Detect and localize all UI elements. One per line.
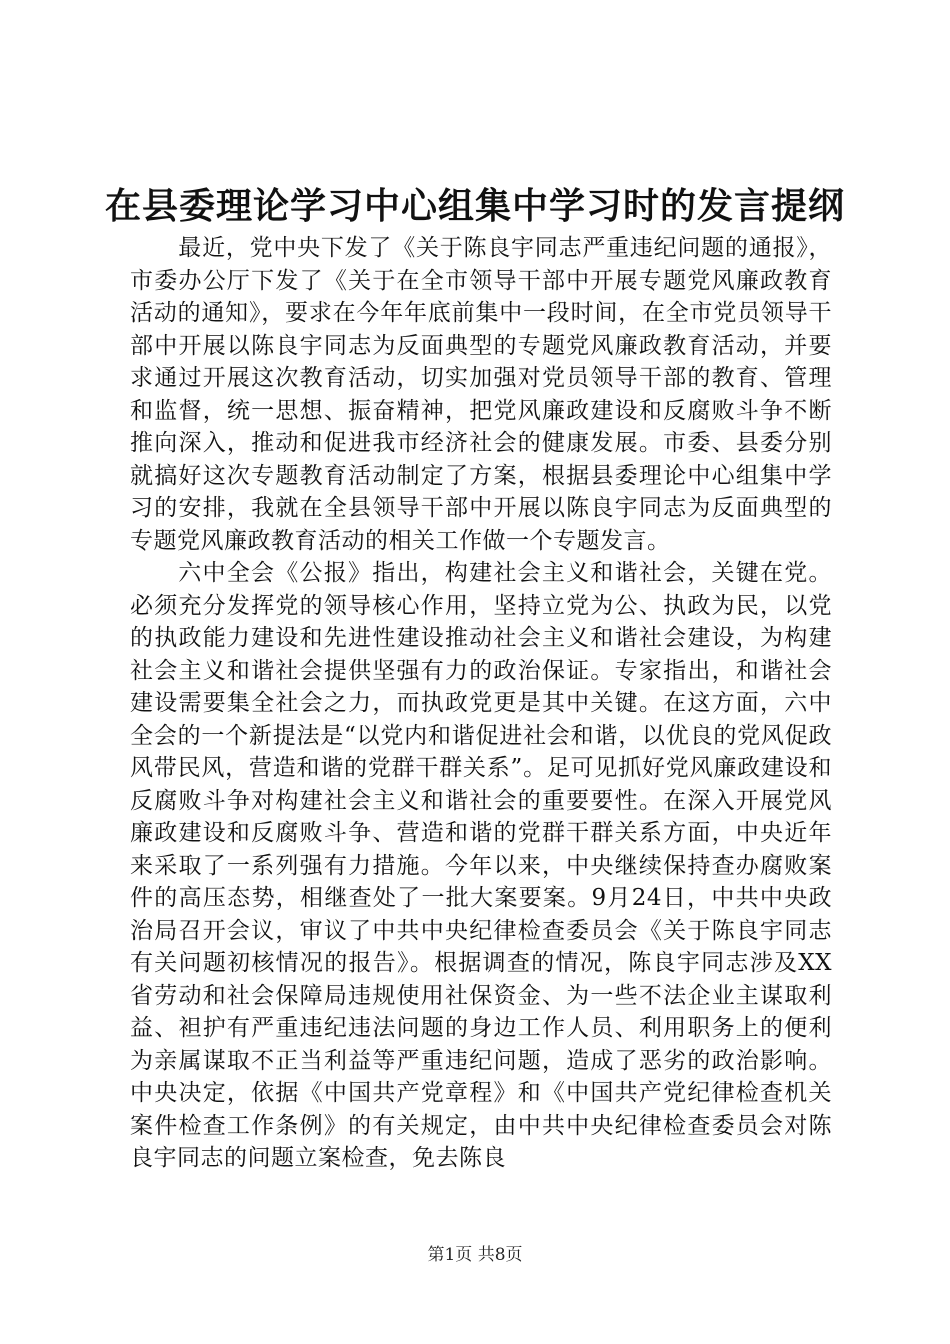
- document-body: [130, 232, 832, 1175]
- page-number-footer: 第1页 共8页: [427, 1245, 523, 1265]
- paragraph-communique: 六中全会《公报》指出，构建社会主义和谐社会，关键在党。必须充分发挥党的领导核心作用，坚持立党为公、执政为民，以党的执政能力建设和先进性建设推动社会主义和谐社会建设，为构建社会主义和谐社会提供坚强有力的政治保证。专家指出，和谐社会建设需要集全社会之力，而执政党更是其中关键。在这方面，六中全会的一个新提法是“以党内和谐促进社会和谐，以优良的党风促政风带民风，营造和谐的党群干群关系”。足可见抓好党风廉政建设和反腐败斗争对构建社会主义和谐社会的重要要性。在深入开展党风廉政建设和反腐败斗争、营造和谐的党群干群关系方面，中央近年来采取了一系列强有力措施。今年以来，中央继续保持查办腐败案件的高压态势，相继查处了一批大案要案。9月24日，中共中央政治局召开会议，审议了中共中央纪律检查委员会《关于陈良宇同志有关问题初核情况的报告》。根据调查的情况，陈良宇同志涉及XX省劳动和社会保障局违规使用社保资金、为一些不法企业主谋取利益、袒护有严重违纪违法问题的身边工作人员、利用职务上的便利为亲属谋取不正当利益等严重违纪问题，造成了恶劣的政治影响。中央决定，依据《中国共产党章程》和《中国共产党纪律检查机关案件检查工作条例》的有关规定，由中共中央纪律检查委员会对陈良宇同志的问题立案检查，免去陈良: [130, 560, 832, 1171]
- paragraph-intro: 最近，党中央下发了《关于陈良宇同志严重违纪问题的通报》，市委办公厅下发了《关于在全市领导干部中开展专题党风廉政教育活动的通知》，要求在今年年底前集中一段时间，在全市党员领导干部中开展以陈良宇同志为反面典型的专题党风廉政教育活动，并要求通过开展这次教育活动，切实加强对党员领导干部的教育、管理和监督，统一思想、振奋精神，把党风廉政建设和反腐败斗争不断推向深入，推动和促进我市经济社会的健康发展。市委、县委分别就搞好这次专题教育活动制定了方案，根据县委理论中心组集中学习的安排，我就在全县领导干部中开展以陈良宇同志为反面典型的专题党风廉政教育活动的相关工作做一个专题发言。: [130, 235, 832, 554]
- document-title: 在县委理论学习中心组集中学习时的发言提纲: [104, 185, 845, 227]
